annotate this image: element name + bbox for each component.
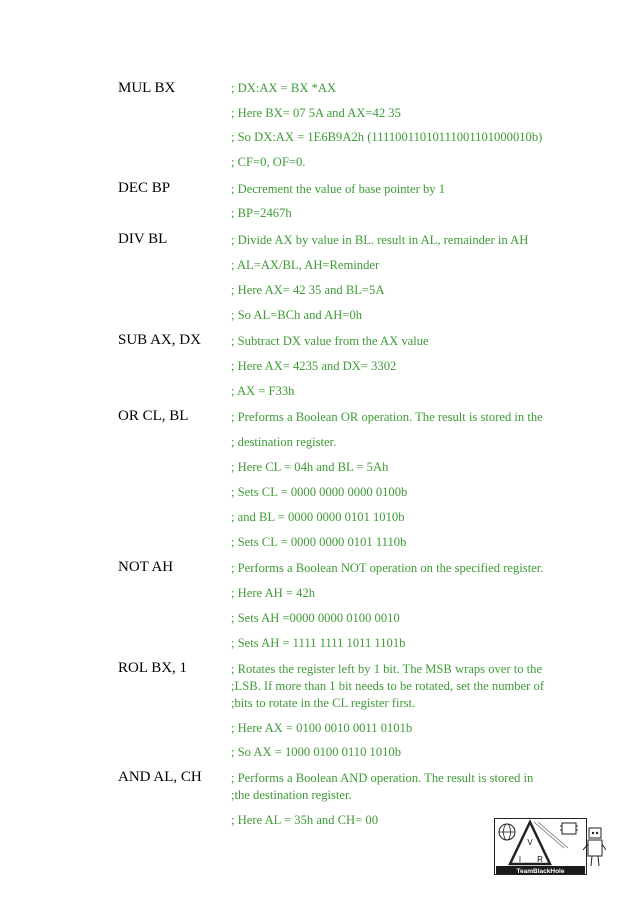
comment-line: ; AX = F33h	[231, 384, 295, 398]
comment-line: ; Sets CL = 0000 0000 0101 1110b	[231, 535, 407, 549]
comment-line: ; destination register.	[231, 435, 337, 449]
comment-line: ; Performs a Boolean AND operation. The result is stored in	[231, 771, 534, 785]
instruction-mul-bx: MUL BX	[118, 80, 176, 96]
comment-line: ;the destination register.	[231, 788, 352, 802]
instruction-dec-bp: DEC BP	[118, 180, 171, 196]
comment-line: ; Here BX= 07 5A and AX=42 35	[231, 106, 401, 120]
instruction-not-ah: NOT AH	[118, 559, 174, 575]
comment-line: ; Sets AH =0000 0000 0100 0010	[231, 611, 400, 625]
logo-letter-r: R	[537, 855, 543, 864]
comment-line: ; Sets CL = 0000 0000 0000 0100b	[231, 485, 408, 499]
instruction-rol-bx-1: ROL BX, 1	[118, 660, 188, 676]
comment-line: ; Preforms a Boolean OR operation. The result is stored in the	[231, 410, 543, 424]
comment-line: ; Here AL = 35h and CH= 00	[231, 813, 378, 827]
comment-line: ; Here AX= 42 35 and BL=5A	[231, 283, 385, 297]
comment-line: ; Performs a Boolean NOT operation on the specified register.	[231, 561, 544, 575]
comment-line: ;LSB. If more than 1 bit needs to be rotated, set the number of	[231, 679, 545, 693]
comment-line: ; DX:AX = BX *AX	[231, 81, 337, 95]
instruction-sub-ax-dx: SUB AX, DX	[118, 332, 201, 348]
comment-line: ; and BL = 0000 0000 0101 1010b	[231, 510, 405, 524]
comment-line: ; Here AH = 42h	[231, 586, 316, 600]
logo-letter-v: V	[527, 838, 533, 847]
comment-line: ; Decrement the value of base pointer by 1	[231, 182, 446, 196]
team-logo	[494, 818, 606, 876]
comment-line: ; Divide AX by value in BL. result in AL, remainder in AH	[231, 233, 529, 247]
comment-line: ; BP=2467h	[231, 206, 292, 220]
comment-line: ; So DX:AX = 1E6B9A2h (11110011010111001101000010b)	[231, 130, 543, 144]
comment-line: ;bits to rotate in the CL register first.	[231, 696, 416, 710]
comment-line: ; Here AX= 4235 and DX= 3302	[231, 359, 397, 373]
comment-line: ; Subtract DX value from the AX value	[231, 334, 429, 348]
comment-line: ; Sets AH = 1111 1111 1011 1101b	[231, 636, 406, 650]
comment-line: ; So AX = 1000 0100 0110 1010b	[231, 745, 402, 759]
comment-line: ; Rotates the register left by 1 bit. The MSB wraps over to the	[231, 662, 543, 676]
logo-letter-i: I	[518, 855, 522, 864]
instruction-or-cl-bl: OR CL, BL	[118, 408, 189, 424]
comment-line: ; Here AX = 0100 0010 0011 0101b	[231, 721, 413, 735]
comment-line: ; CF=0, OF=0.	[231, 155, 306, 169]
instruction-and-al-ch: AND AL, CH	[118, 769, 202, 785]
instruction-div-bl: DIV BL	[118, 231, 168, 247]
comment-line: ; Here CL = 04h and BL = 5Ah	[231, 460, 389, 474]
logo-caption: TeamBlackHole	[516, 868, 565, 875]
comment-line: ; So AL=BCh and AH=0h	[231, 308, 363, 322]
comment-line: ; AL=AX/BL, AH=Reminder	[231, 258, 380, 272]
